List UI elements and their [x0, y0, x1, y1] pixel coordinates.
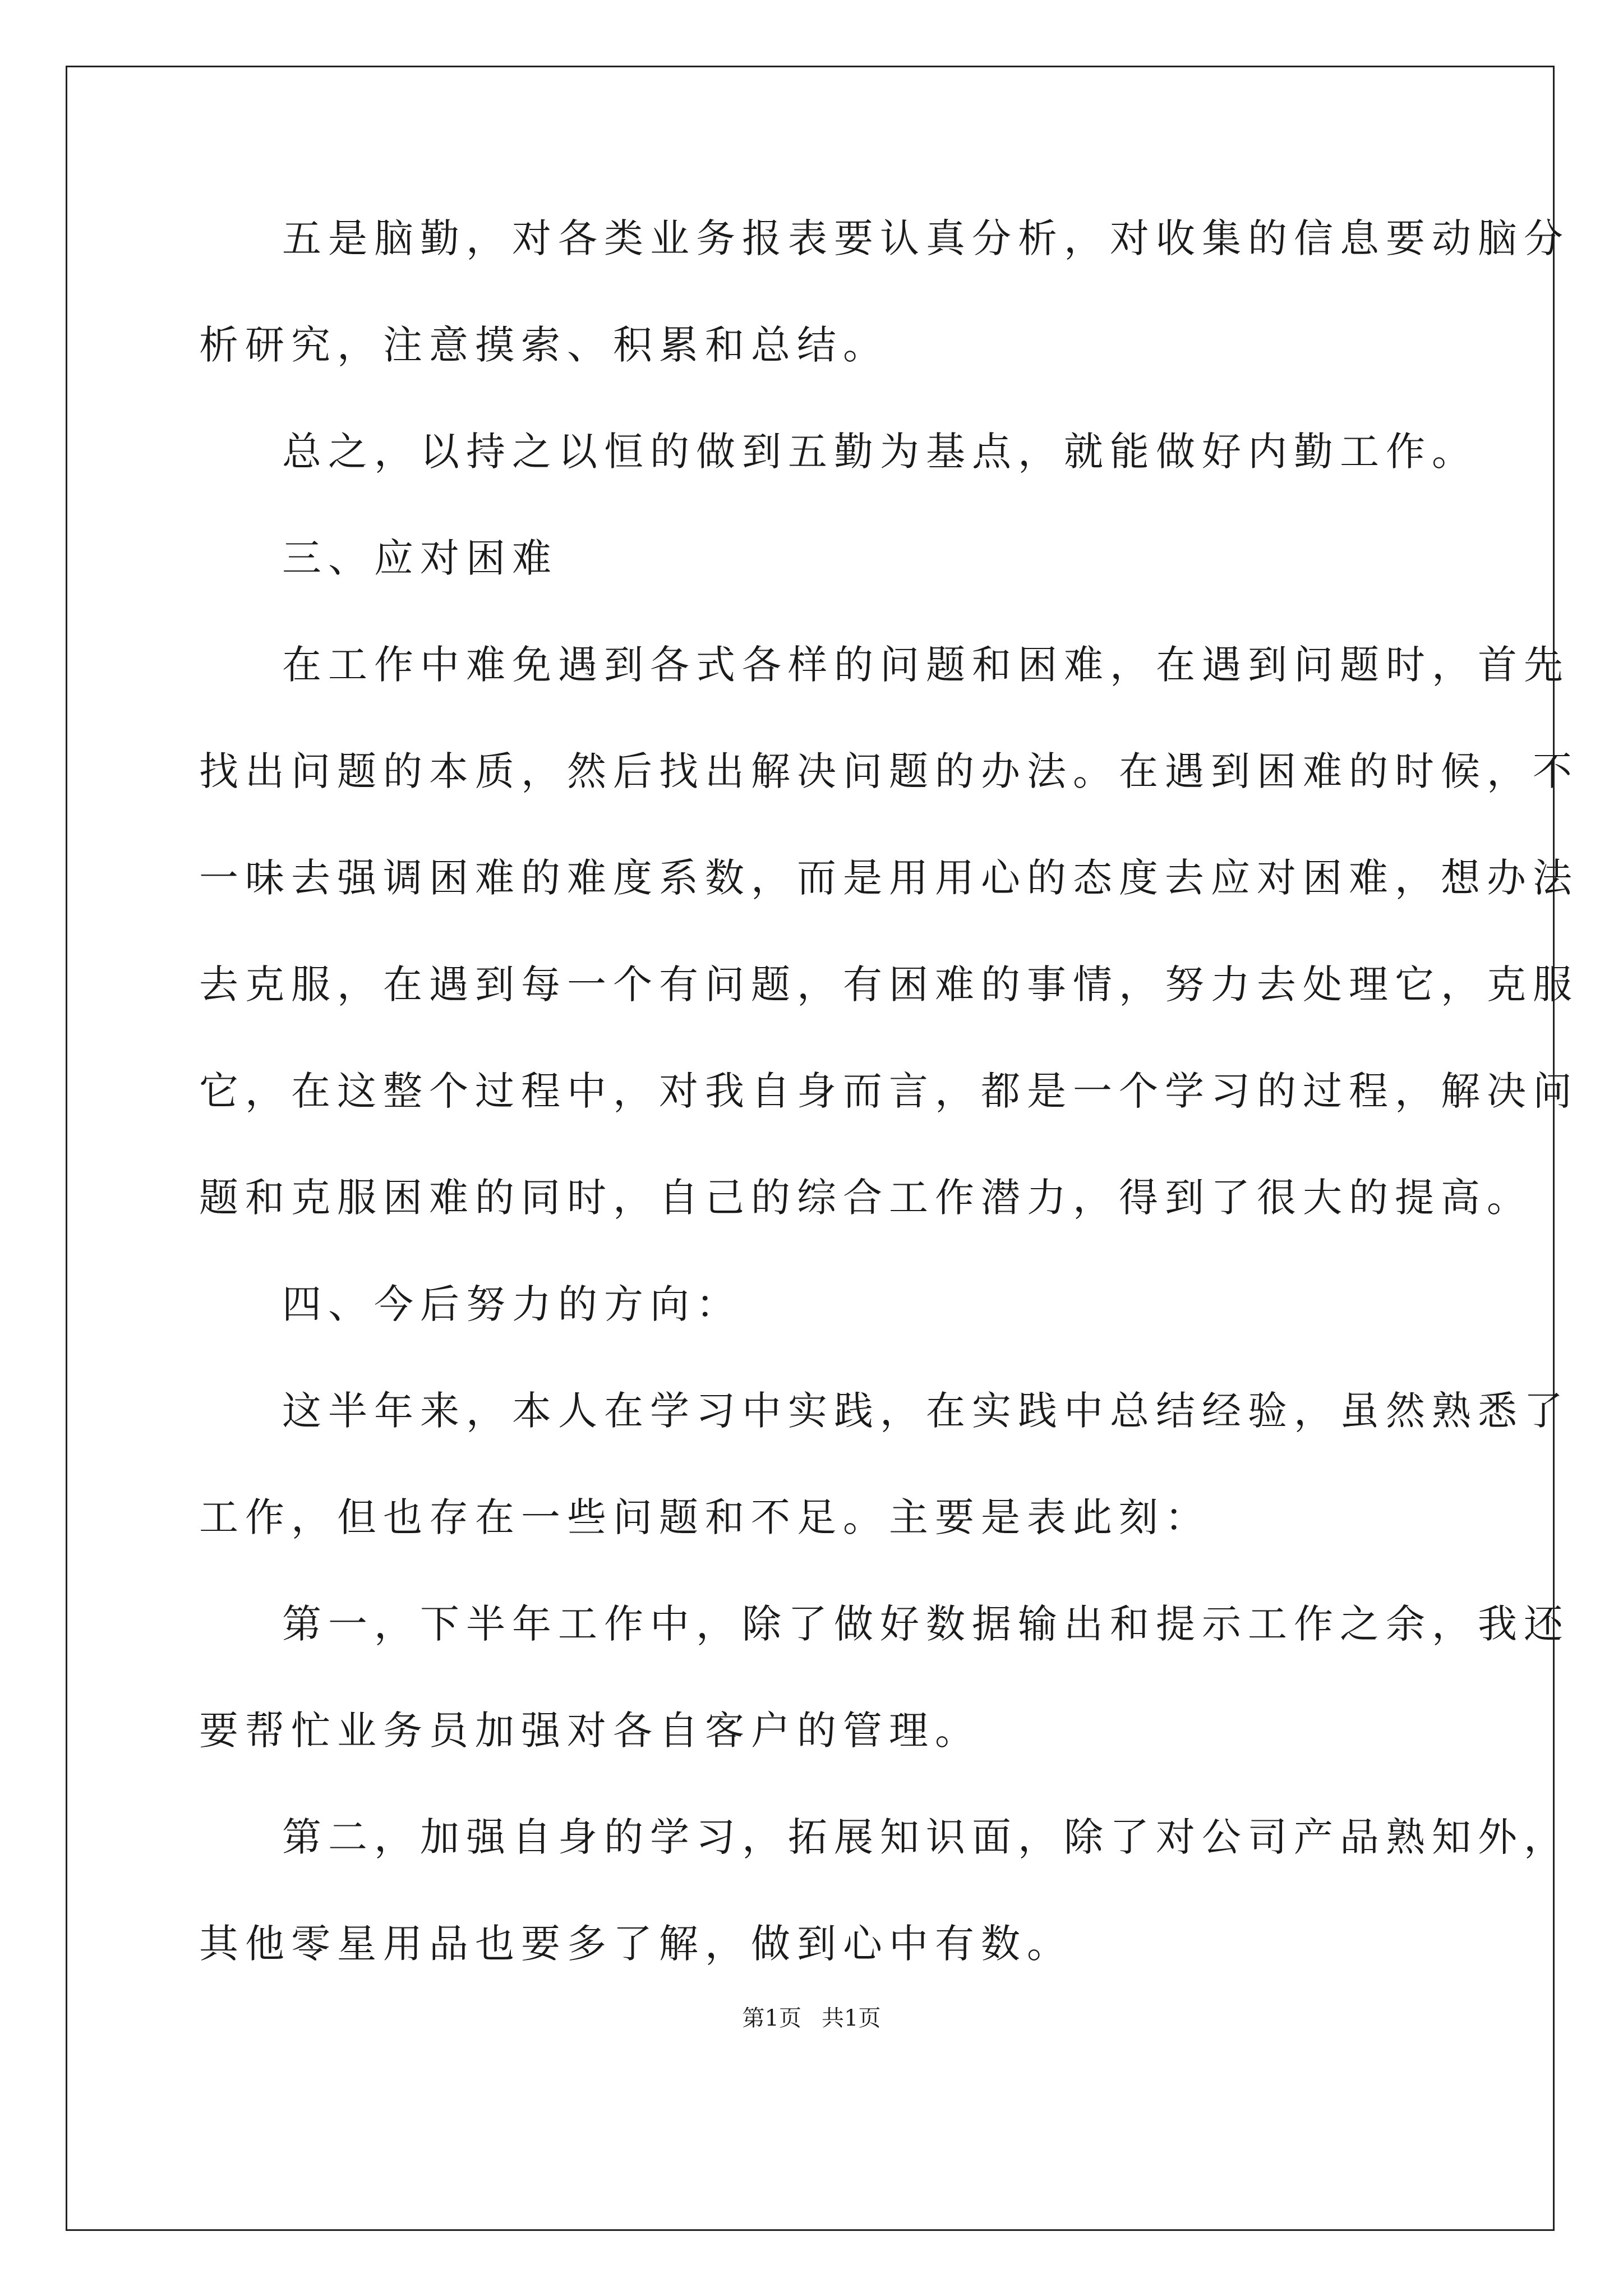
paragraph-line: 第一，下半年工作中，除了做好数据输出和提示工作之余，我还	[282, 1601, 1570, 1647]
page-footer	[0, 2001, 1623, 2035]
paragraph-line: 析研究，注意摸索、积累和总结。	[199, 322, 889, 368]
paragraph-line: 这半年来，本人在学习中实践，在实践中总结经验，虽然熟悉了	[282, 1388, 1570, 1434]
page-total: 共1页	[822, 2005, 881, 2031]
paragraph-line: 它，在这整个过程中，对我自身而言，都是一个学习的过程，解决问	[199, 1068, 1579, 1114]
section-heading: 四、今后努力的方向：	[282, 1281, 742, 1327]
paragraph-line: 题和克服困难的同时，自己的综合工作潜力，得到了很大的提高。	[199, 1175, 1533, 1221]
page-number: 第1页	[742, 2005, 801, 2031]
paragraph-line: 找出问题的本质，然后找出解决问题的办法。在遇到困难的时候，不	[199, 748, 1579, 794]
paragraph-line: 要帮忙业务员加强对各自客户的管理。	[199, 1708, 981, 1754]
paragraph-line: 一味去强调困难的难度系数，而是用用心的态度去应对困难，想办法	[199, 855, 1579, 901]
section-heading: 三、应对困难	[282, 535, 558, 581]
paragraph-line: 第二，加强自身的学习，拓展知识面，除了对公司产品熟知外，	[282, 1814, 1570, 1860]
paragraph-line: 在工作中难免遇到各式各样的问题和困难，在遇到问题时，首先	[282, 642, 1570, 688]
paragraph-line: 工作，但也存在一些问题和不足。主要是表此刻：	[199, 1494, 1211, 1540]
paragraph-line: 五是脑勤，对各类业务报表要认真分析，对收集的信息要动脑分	[282, 215, 1570, 261]
page-border	[66, 66, 1555, 2231]
paragraph-line: 其他零星用品也要多了解，做到心中有数。	[199, 1921, 1073, 1967]
paragraph-line: 去克服，在遇到每一个有问题，有困难的事情，努力去处理它，克服	[199, 961, 1579, 1007]
paragraph-line: 总之，以持之以恒的做到五勤为基点，就能做好内勤工作。	[282, 429, 1478, 475]
